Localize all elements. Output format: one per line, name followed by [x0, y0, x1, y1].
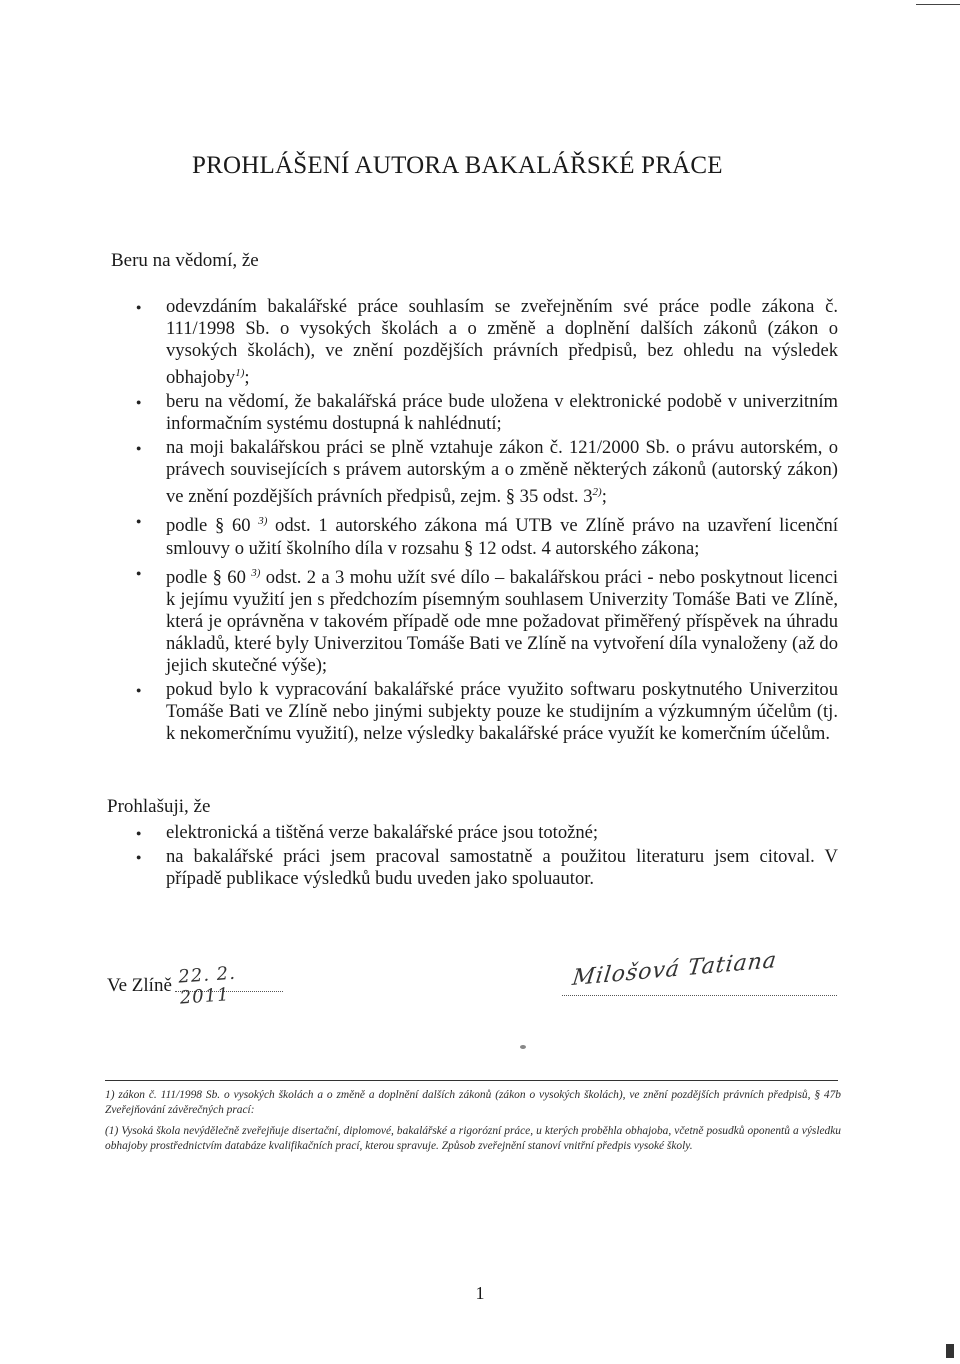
signature-row — [107, 947, 837, 1009]
list-item: ● pokud bylo k vypracování bakalářské práce využito softwaru poskytnutého Univerzitou Tomáše Bati ve Zlíně nebo jinými subjekty pouze ke studijním a výzkumným účelům (tj. k nekomerčnímu využití), nelze výsledky bakalářské práce využít ke komerčním účelům. — [166, 679, 838, 745]
footnote-rule — [105, 1080, 838, 1081]
list-item: ● na moji bakalářskou práci se plně vztahuje zákon č. 121/2000 Sb. o právu autorském, o právech souvisejících s právem autorským a o změně některých zákonů (autorský zákon) ve znění pozdějších právních předpisů, zejm. § 35 odst. 3$^{2)}$; — [166, 437, 838, 508]
list-item: ● elektronická a tištěná verze bakalářské práce jsou totožné; — [166, 822, 838, 844]
list-item: ● odevzdáním bakalářské práce souhlasím se zveřejněním své práce podle zákona č. 111/1998 Sb. o vysokých školách a o změně a doplnění dalších zákonů (zákon o vysokých školách), ve znění pozdějších právních předpisů, bez ohledu na výsledek obhajoby$^{1)}$; — [166, 296, 838, 389]
footnote-2: (1) Vysoká škola nevýdělečně zveřejňuje disertační, diplomové, bakalářské a rigorózní práce, u kterých proběhla obhajoba, včetně posudků oponentů a výsledku obhajoby prostřednictvím databáze kvalifikačních prací, kterou spravuje. Způsob zveřejnění stanoví vnitřní předpis vysoké školy. — [105, 1125, 841, 1152]
list-item: ● na bakalářské práci jsem pracoval samostatně a použitou literaturu jsem citoval. V případě publikace výsledků budu uveden jako spoluautor. — [166, 846, 838, 890]
section1-lead: Beru na vědomí, že — [111, 250, 259, 271]
scan-mark-top — [916, 4, 960, 5]
scan-speck — [520, 1045, 526, 1049]
handwritten-date: 22. 2. 2011 — [177, 962, 237, 1009]
footnote-1: 1) zákon č. 111/1998 Sb. o vysokých školách a o změně a doplnění dalších zákonů (zákon o vysokých školách), ve znění pozdějších právních předpisů, § 47b Zveřejňování závěrečných prací: — [105, 1089, 841, 1116]
list-item: ● podle § 60 $^{3)}$ odst. 1 autorského zákona má UTB ve Zlíně právo na uzavření licenční smlouvy o užití školního díla v rozsahu § 12 odst. 4 autorského zákona; — [166, 510, 838, 559]
date-line — [175, 962, 283, 1009]
section1-list — [166, 296, 838, 747]
section2-lead: Prohlašuji, že — [107, 796, 211, 817]
scan-mark-bottom — [946, 1344, 954, 1358]
list-item: ● podle § 60 $^{3)}$ odst. 2 a 3 mohu užít své dílo – bakalářskou práci - nebo poskytnout licenci k jejímu využití jen s předchozím písemným souhlasem Univerzity Tomáše Bati ve Zlíně, která je oprávněna v takovém případě ode mne požadovat přiměřený příspěvek na úhradu nákladů, které byly Univerzitou Tomáše Bati ve Zlíně na vytvoření díla vynaloženy (až do jejich skutečné výše); — [166, 562, 838, 677]
section2-list — [166, 822, 838, 892]
page-title: PROHLÁŠENÍ AUTORA BAKALÁŘSKÉ PRÁCE — [192, 152, 723, 179]
place-label: Ve Zlíně — [107, 975, 172, 996]
signature-line — [562, 947, 837, 996]
list-item: ● beru na vědomí, že bakalářská práce bude uložena v elektronické podobě v univerzitním informačním systému dostupná k nahlédnutí; — [166, 391, 838, 435]
footnotes — [105, 1088, 841, 1160]
handwritten-signature: Milošová Tatiana — [570, 947, 779, 992]
page-number: 1 — [475, 1283, 485, 1303]
